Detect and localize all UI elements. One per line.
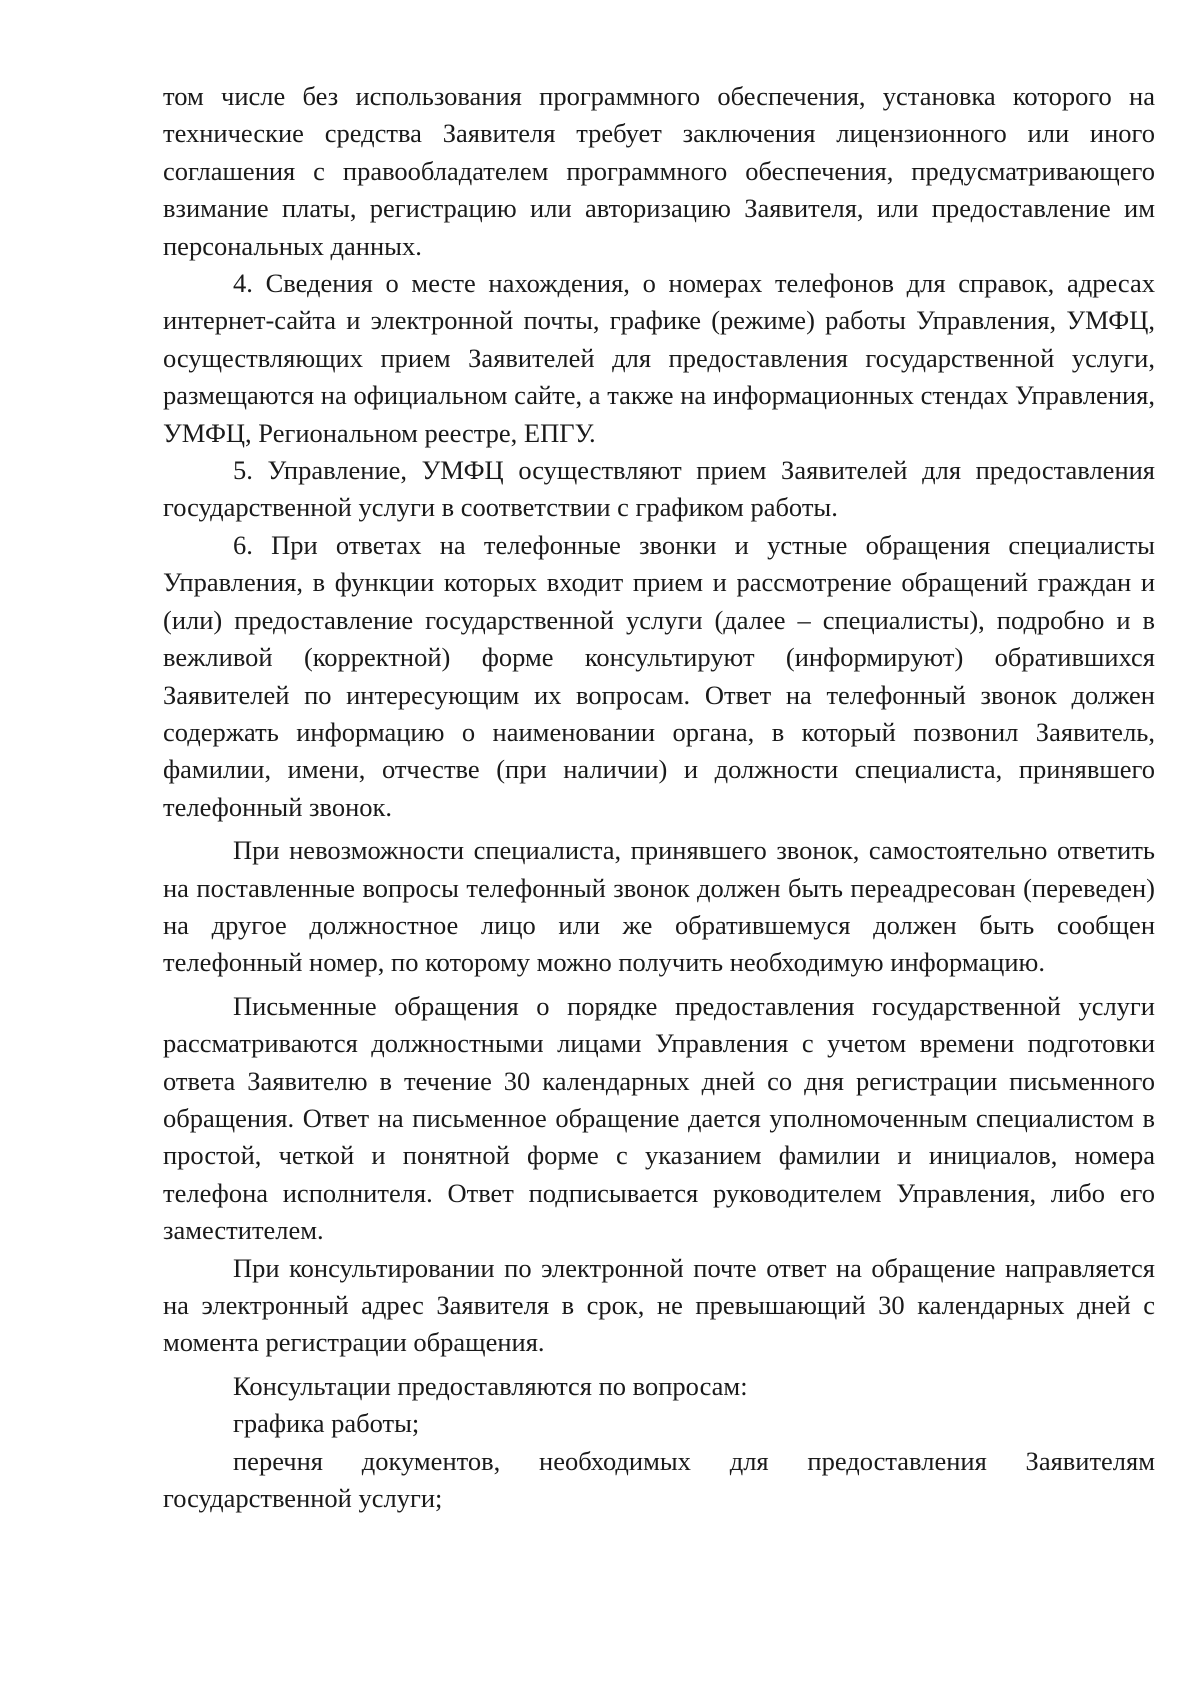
paragraph-redirect: При невозможности специалиста, принявшего звонок, самостоятельно ответить на поставленные вопросы телефонный звонок должен быть переадресован (переведен) на другое должностное лицо или же обратившемуся должен быть сообщен телефонный номер, по которому можно получить необходимую информацию.	[163, 835, 1155, 978]
paragraph-email-consulting: При консультировании по электронной почте ответ на обращение направляется на электронный адрес Заявителя в срок, не превышающий 30 календарных дней с момента регистрации обращения.	[163, 1252, 1155, 1358]
paragraph-written-requests: Письменные обращения о порядке предоставления государственной услуги рассматриваются должностными лицами Управления с учетом времени подготовки ответа Заявителю в течение 30 календарных дней со дня регистрации письменного обращения. Ответ на письменное обращение дается уполномоченным специалистом в простой, четкой и понятной форме с указанием фамилии и инициалов, номера телефона исполнителя. Ответ подписывается руководителем Управления, либо его заместителем.	[163, 990, 1155, 1246]
paragraph-consult-documents: перечня документов, необходимых для предоставления Заявителям государственной услуги;	[163, 1445, 1155, 1514]
paragraph-item-4: 4. Сведения о месте нахождения, о номерах телефонов для справок, адресах интернет-сайта и электронной почты, графике (режиме) работы Управления, УМФЦ, осуществляющих прием Заявителей для предоставления государственной услуги, размещаются на официальном сайте, а также на информационных стендах Управления, УМФЦ, Региональном реестре, ЕПГУ.	[163, 268, 1155, 448]
paragraph-item-5: 5. Управление, УМФЦ осуществляют прием Заявителей для предоставления государственной услуги в соответствии с графиком работы.	[163, 455, 1155, 523]
paragraph-consult-schedule: графика работы;	[233, 1408, 420, 1439]
document-page	[163, 78, 1155, 1517]
paragraph-item-6: 6. При ответах на телефонные звонки и устные обращения специалисты Управления, в функции которых входит прием и рассмотрение обращений граждан и (или) предоставление государственной услуги (далее – специалисты), подробно и в вежливой (корректной) форме консультируют (информируют) обратившихся Заявителей по интересующим их вопросам. Ответ на телефонный звонок должен содержать информацию о наименовании органа, в который позвонил Заявитель, фамилии, имени, отчестве (при наличии) и должности специалиста, принявшего телефонный звонок.	[163, 529, 1155, 822]
paragraph-continuation: том числе без использования программного обеспечения, установка которого на технические средства Заявителя требует заключения лицензионного или иного соглашения с правообладателем программного обеспечения, предусматривающего взимание платы, регистрацию или авторизацию Заявителя, или предоставление им персональных данных.	[163, 81, 1155, 261]
paragraph-consult-intro: Консультации предоставляются по вопросам:	[233, 1370, 748, 1401]
